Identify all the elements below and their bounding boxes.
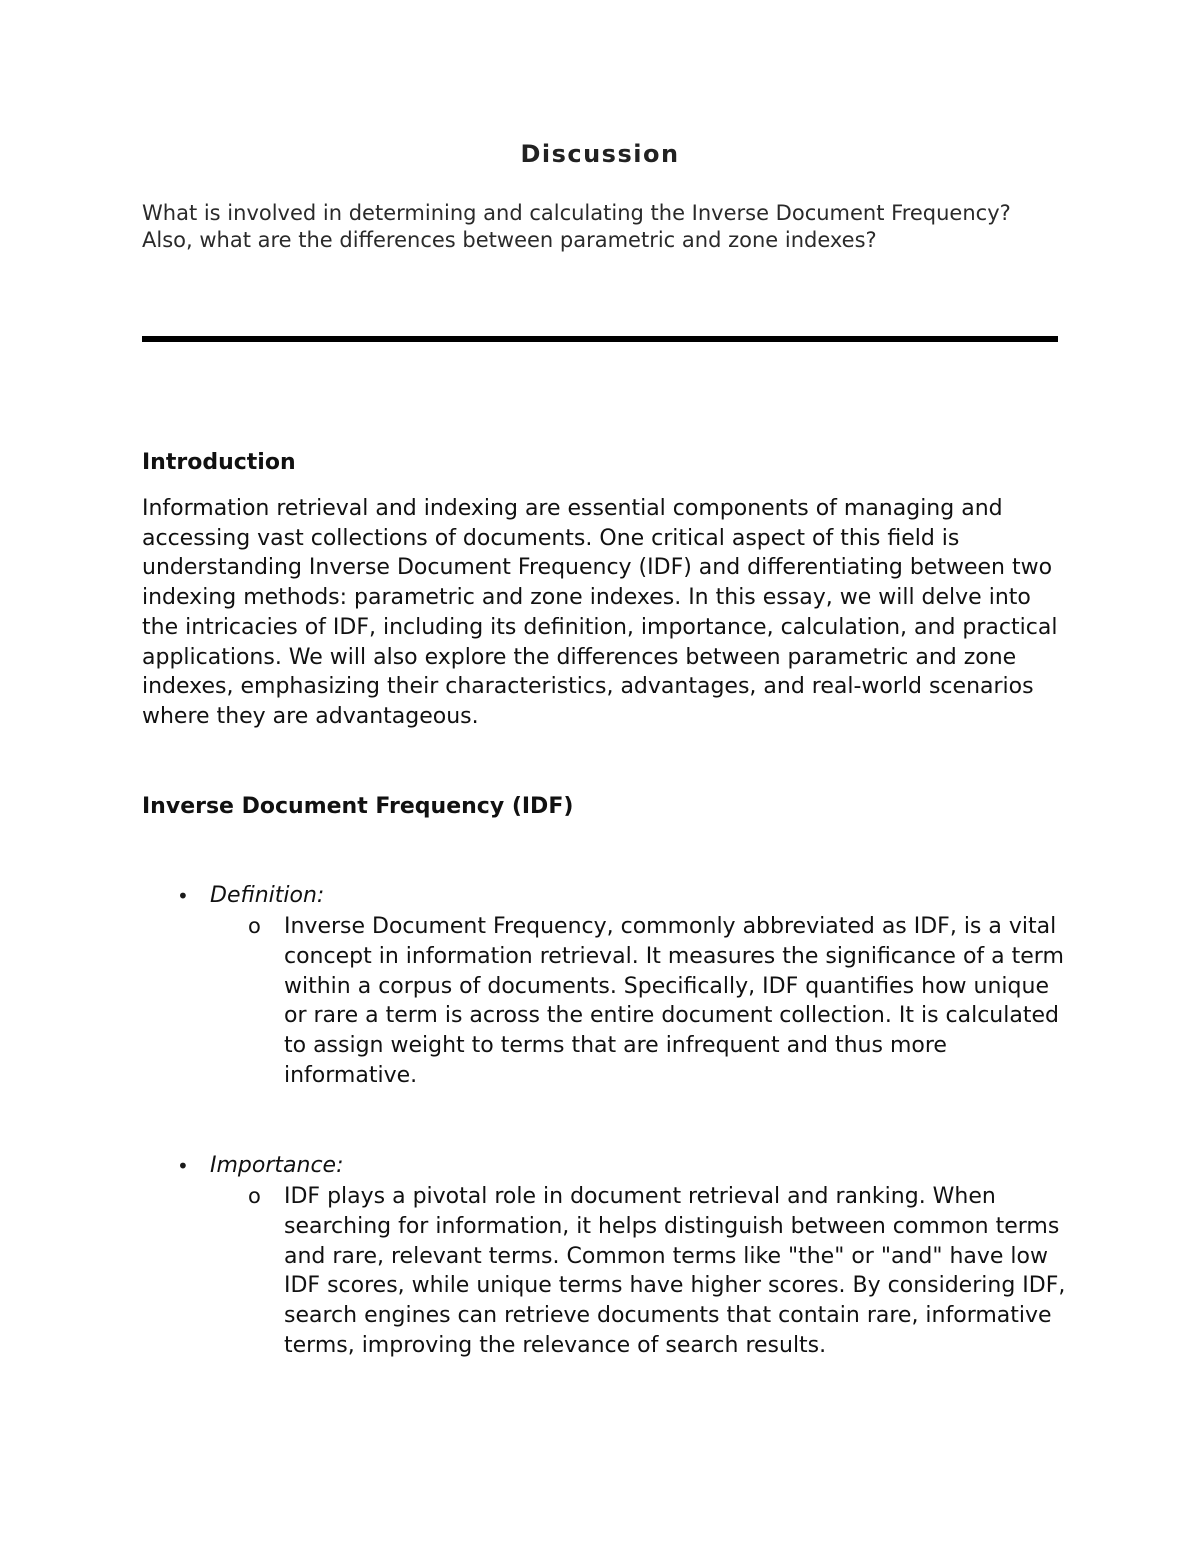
- introduction-heading: Introduction: [142, 450, 296, 475]
- page-title: Discussion: [520, 140, 680, 168]
- introduction-paragraph: Information retrieval and indexing are essential components of managing and accessing vast collections of documents. One critical aspect of this field is understanding Inverse Document Frequency (IDF) and differentiating between two indexing methods: parametric and zone indexes. In this essay, we will delve into the intricacies of IDF, including its definition, importance, calculation, and practical applications. We will also explore the differences between parametric and zone indexes, emphasizing their characteristics, advantages, and real-world scenarios where they are advantageous.: [142, 496, 1058, 729]
- bullet-label-importance: Importance:: [210, 1153, 344, 1178]
- bullet-marker: •: [177, 1154, 189, 1178]
- sub-bullet-marker: o: [248, 1184, 261, 1208]
- horizontal-divider: [142, 336, 1058, 342]
- sub-bullet-marker: o: [248, 914, 261, 938]
- definition-text: Inverse Document Frequency, commonly abbreviated as IDF, is a vital concept in information retrieval. It measures the significance of a term within a corpus of documents. Specifically, IDF quantifies how unique or rare a term is across the entire document collection. It is calculated to assign weight to terms that are infrequent and thus more informative.: [284, 914, 1064, 1088]
- bullet-label-definition: Definition:: [210, 883, 325, 908]
- importance-text: IDF plays a pivotal role in document retrieval and ranking. When searching for information, it helps distinguish between common terms and rare, relevant terms. Common terms like "the" or "and" have low IDF scores, while unique terms have higher scores. By considering IDF, search engines can retrieve documents that contain rare, informative terms, improving the relevance of search results.: [284, 1184, 1066, 1358]
- idf-heading: Inverse Document Frequency (IDF): [142, 794, 574, 819]
- bullet-marker: •: [177, 884, 189, 908]
- discussion-prompt: What is involved in determining and calculating the Inverse Document Frequency? Also, what are the differences between parametric and zone indexes?: [142, 201, 1025, 252]
